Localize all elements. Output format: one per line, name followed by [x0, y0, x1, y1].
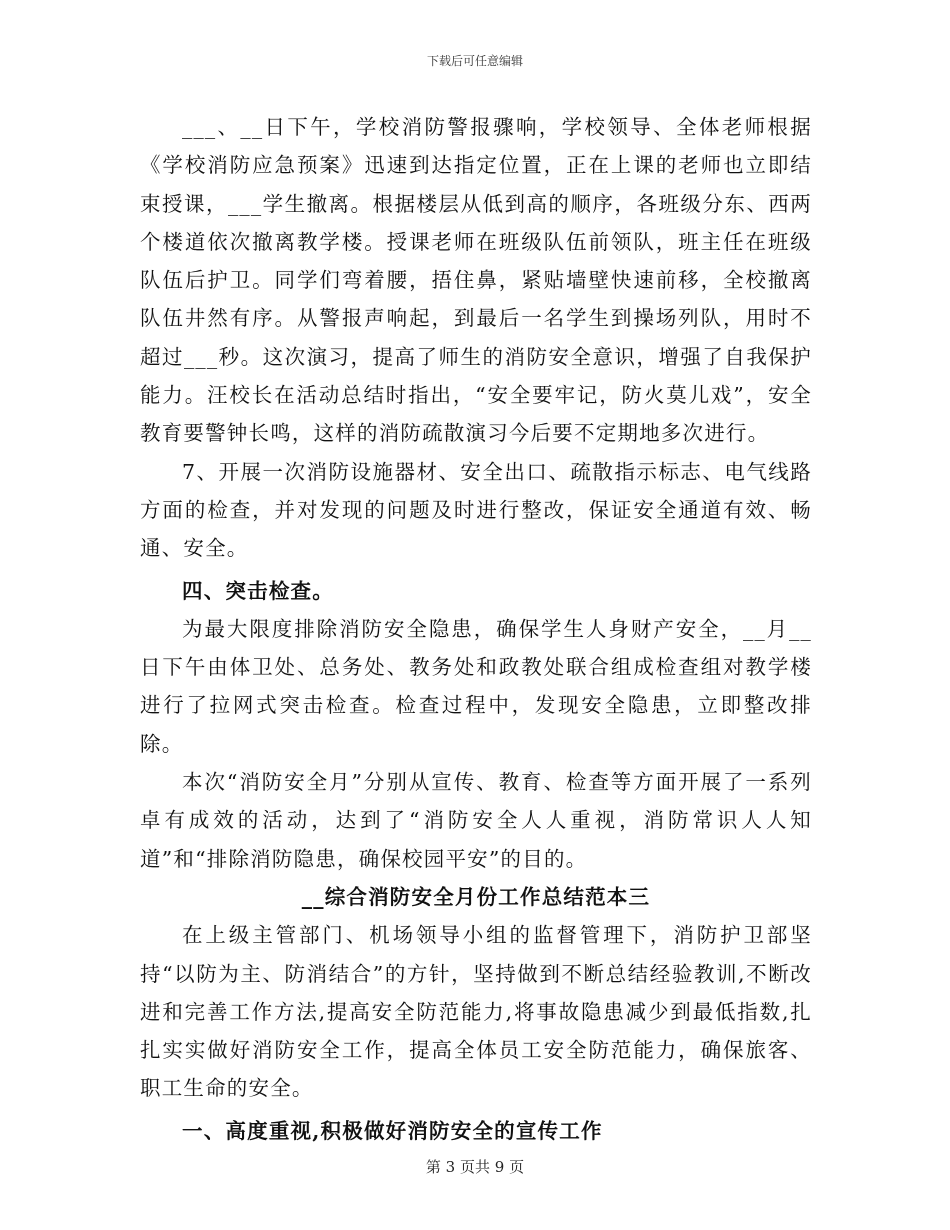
paragraph-intro: 在上级主管部门、机场领导小组的监督管理下，消防护卫部坚持“以防为主、防消结合”的方针，坚持做到不断总结经验教训,不断改进和完善工作方法,提高安全防范能力,将事故隐患减少到最低指数,扎扎实实做好消防安全工作，提高全体员工安全防范能力，确保旅客、职工生命的安全。 [140, 923, 812, 1101]
paragraph-summary: 本次“消防安全月”分别从宣传、教育、检查等方面开展了一系列卓有成效的活动，达到了“消防安全人人重视，消防常识人人知道”和“排除消防隐患，确保校园平安”的目的。 [140, 770, 812, 871]
section-title-sample-three: __综合消防安全月份工作总结范本三 [301, 884, 651, 909]
page-footer: 第 3 页共 9 页 [425, 1158, 525, 1176]
paragraph-inspection: 为最大限度排除消防安全隐患，确保学生人身财产安全，__月__日下午由体卫处、总务处、教务处和政教处联合组成检查组对教学楼进行了拉网式突击检查。检查过程中，发现安全隐患，立即整改排除。 [140, 616, 812, 756]
page-header: 下载后可任意编辑 [426, 54, 523, 68]
paragraph-fire-drill: ___、__日下午，学校消防警报骤响，学校领导、全体老师根据《学校消防应急预案》迅速到达指定位置，正在上课的老师也立即结束授课，___学生撤离。根据楼层从低到高的顺序，各班级分东、西两个楼道依次撤离教学楼。授课老师在班级队伍前领队，班主任在班级队伍后护卫。同学们弯着腰，捂住鼻，紧贴墙壁快速前移，全校撤离队伍井然有序。从警报声响起，到最后一名学生到操场列队，用时不超过___秒。这次演习，提高了师生的消防安全意识，增强了自我保护能力。汪校长在活动总结时指出，“安全要牢记，防火莫儿戏”，安全教育要警钟长鸣，这样的消防疏散演习今后要不定期地多次进行。 [140, 115, 812, 446]
document-body [140, 108, 812, 1150]
section-heading-surprise-inspection: 四、突击检查。 [182, 578, 334, 603]
section-heading-publicity: 一、高度重视,积极做好消防安全的宣传工作 [182, 1118, 603, 1143]
paragraph-item-7: 7、开展一次消防设施器材、安全出口、疏散指示标志、电气线路方面的检查，并对发现的问题及时进行整改，保证安全通道有效、畅通、安全。 [140, 459, 812, 561]
